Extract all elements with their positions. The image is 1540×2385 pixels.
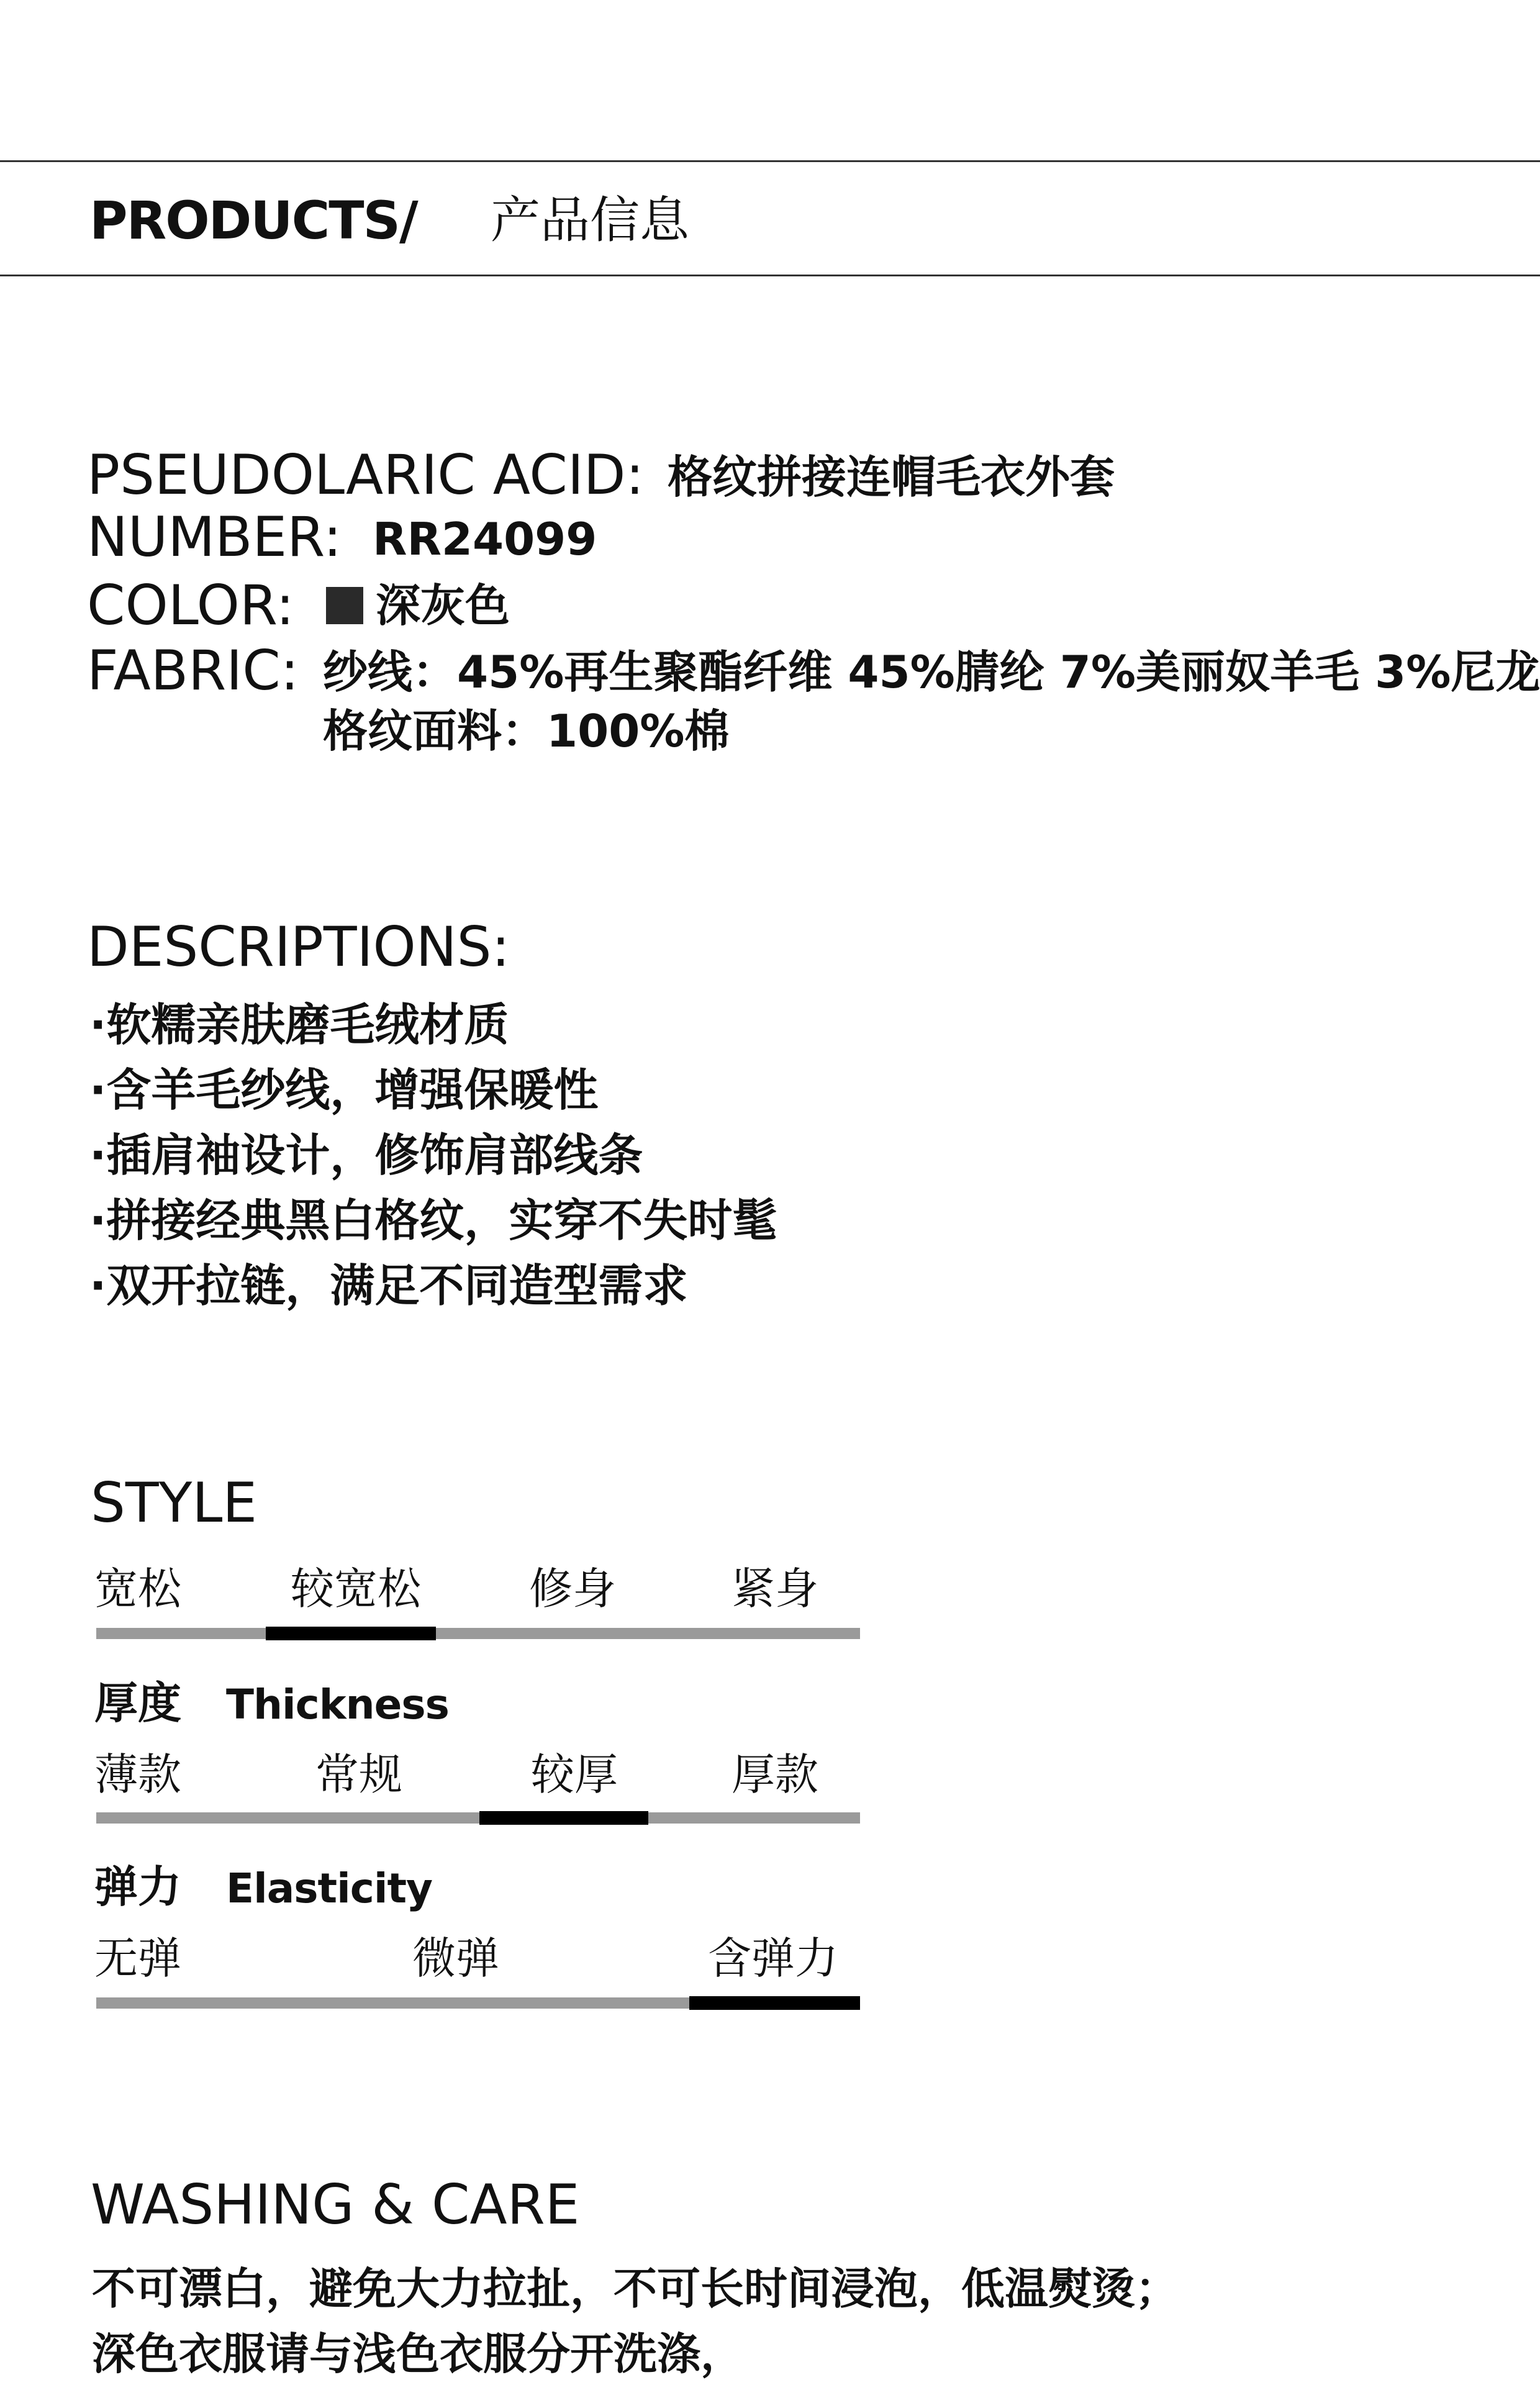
style-option-loose: 宽松: [94, 1563, 181, 1614]
description-item: ·软糯亲肤磨毛绒材质: [89, 999, 509, 1051]
description-item: ·双开拉链，满足不同造型需求: [89, 1260, 688, 1312]
name-label: PSEUDOLARIC ACID:: [87, 443, 645, 507]
description-item: ·拼接经典黑白格纹，实穿不失时髦: [89, 1194, 777, 1247]
thickness-option-thin: 薄款: [94, 1749, 181, 1800]
descriptions-title: DESCRIPTIONS:: [87, 915, 510, 979]
header-bottom-divider: [0, 275, 1540, 276]
elasticity-option-slight: 微弹: [412, 1933, 499, 1984]
care-title: WASHING & CARE: [91, 2173, 580, 2237]
style-option-tight: 紧身: [732, 1563, 818, 1614]
thickness-scale-track: [96, 1812, 860, 1824]
description-item: ·含羊毛纱线，增强保暖性: [89, 1064, 599, 1116]
name-value: 格纹拼接连帽毛衣外套: [668, 451, 1115, 503]
fabric-label: FABRIC:: [87, 638, 299, 702]
style-scale-selected: [266, 1627, 436, 1640]
elasticity-option-stretch: 含弹力: [708, 1933, 838, 1984]
number-value: RR24099: [373, 513, 597, 565]
care-line-1: 不可漂白，避免大力拉扯，不可长时间浸泡，低温熨烫；: [92, 2263, 1179, 2314]
style-scale-track: [96, 1628, 860, 1639]
elasticity-scale-selected: [689, 1996, 860, 2010]
color-swatch: [326, 587, 363, 624]
fabric-line-1: 纱线：45%再生聚酯纤维 45%腈纶 7%美丽奴羊毛 3%尼龙: [323, 646, 1540, 698]
color-label: COLOR:: [87, 573, 294, 637]
thickness-title-en: Thickness: [226, 1681, 449, 1729]
care-line-2: 深色衣服请与浅色衣服分开洗涤，: [92, 2328, 744, 2379]
elasticity-title-en: Elasticity: [226, 1865, 433, 1912]
style-title: STYLE: [91, 1471, 257, 1535]
brand-title: PRODUCTS/: [89, 190, 417, 251]
elasticity-option-none: 无弹: [94, 1933, 181, 1984]
description-item: ·插肩袖设计，修饰肩部线条: [89, 1129, 643, 1181]
fabric-line-2: 格纹面料：100%棉: [323, 705, 730, 757]
elasticity-title-cn: 弹力: [94, 1861, 181, 1912]
top-divider: [0, 160, 1540, 162]
thickness-scale-selected: [479, 1811, 648, 1825]
thickness-title-cn: 厚度: [94, 1678, 181, 1729]
thickness-option-thick: 厚款: [732, 1749, 818, 1800]
number-label: NUMBER:: [87, 505, 342, 569]
color-value: 深灰色: [376, 579, 510, 632]
thickness-option-thicker: 较厚: [531, 1749, 618, 1800]
thickness-option-regular: 常规: [315, 1749, 402, 1800]
style-option-relaxed: 较宽松: [291, 1563, 421, 1614]
brand-subtitle: 产品信息: [491, 191, 689, 249]
style-option-slim: 修身: [529, 1563, 616, 1614]
